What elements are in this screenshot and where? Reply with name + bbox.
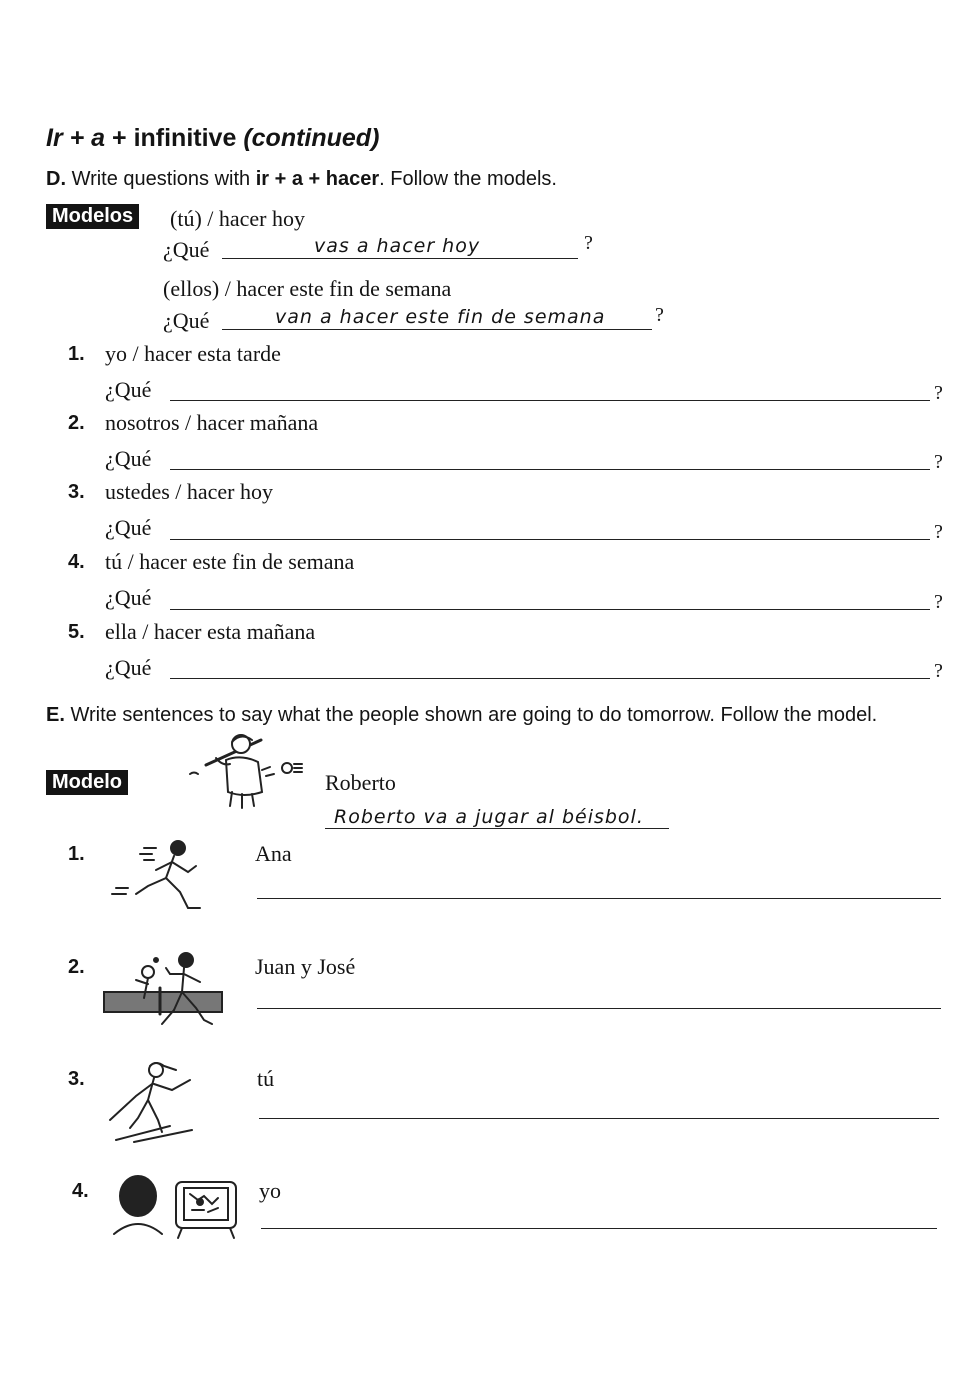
- item-prompt: ustedes / hacer hoy: [105, 479, 273, 504]
- item-number: 1.: [68, 343, 85, 365]
- item-prompt: yo / hacer esta tarde: [105, 341, 281, 366]
- model-answer: van a hacer este fin de semana: [275, 306, 606, 328]
- item-name: Ana: [255, 841, 292, 866]
- item-que: ¿Qué: [105, 655, 152, 680]
- model-answer: Roberto va a jugar al béisbol.: [334, 806, 644, 828]
- item-name: yo: [259, 1178, 281, 1203]
- model-answer-line: [222, 258, 578, 259]
- model-name: Roberto: [325, 770, 396, 795]
- item-prompt: nosotros / hacer mañana: [105, 410, 319, 435]
- item-number: 4.: [68, 551, 85, 573]
- model-answer-line: [222, 329, 652, 330]
- ping-pong-players-icon: [100, 948, 226, 1032]
- item-prompt: tú / hacer este fin de semana: [105, 549, 355, 574]
- model-answer: vas a hacer hoy: [314, 235, 481, 257]
- item-number: 5.: [68, 621, 85, 643]
- question-mark: ?: [934, 451, 943, 473]
- question-mark: ?: [934, 521, 943, 543]
- video-game-player-icon: [104, 1172, 242, 1240]
- question-mark: ?: [934, 660, 943, 682]
- answer-line[interactable]: [170, 678, 930, 679]
- item-number: 4.: [72, 1180, 89, 1202]
- item-number: 2.: [68, 412, 85, 434]
- answer-line[interactable]: [170, 400, 930, 401]
- answer-line[interactable]: [257, 1008, 941, 1009]
- answer-line[interactable]: [257, 898, 941, 899]
- section-e-instructions: E. Write sentences to say what the people shown are going to do tomorrow. Follow the model.: [46, 704, 878, 726]
- item-number: 2.: [68, 956, 85, 978]
- item-que: ¿Qué: [105, 446, 152, 471]
- modelos-badge: Modelos: [46, 204, 139, 229]
- question-mark: ?: [934, 591, 943, 613]
- item-number: 3.: [68, 481, 85, 503]
- item-prompt: ella / hacer esta mañana: [105, 619, 316, 644]
- section-d-instructions: D. Write questions with ir + a + hacer. Follow the models.: [46, 168, 557, 190]
- answer-line[interactable]: [170, 469, 930, 470]
- model-que: ¿Qué: [163, 308, 210, 333]
- page-title: Ir + a + infinitive (continued): [46, 124, 380, 152]
- item-que: ¿Qué: [105, 515, 152, 540]
- answer-line[interactable]: [170, 609, 930, 610]
- modelo-badge: Modelo: [46, 770, 128, 795]
- question-mark: ?: [584, 232, 593, 254]
- item-number: 1.: [68, 843, 85, 865]
- item-que: ¿Qué: [105, 377, 152, 402]
- item-que: ¿Qué: [105, 585, 152, 610]
- model-prompt: (ellos) / hacer este fin de semana: [163, 276, 452, 301]
- runner-icon: [108, 836, 213, 914]
- answer-line[interactable]: [259, 1118, 939, 1119]
- model-que: ¿Qué: [163, 237, 210, 262]
- question-mark: ?: [934, 382, 943, 404]
- model-prompt: (tú) / hacer hoy: [170, 206, 305, 231]
- model-answer-line: [325, 828, 669, 829]
- item-number: 3.: [68, 1068, 85, 1090]
- answer-line[interactable]: [261, 1228, 937, 1229]
- answer-line[interactable]: [170, 539, 930, 540]
- baseball-player-icon: [186, 730, 310, 810]
- question-mark: ?: [655, 304, 664, 326]
- item-name: Juan y José: [255, 954, 356, 979]
- skier-icon: [100, 1060, 202, 1146]
- item-name: tú: [257, 1066, 275, 1091]
